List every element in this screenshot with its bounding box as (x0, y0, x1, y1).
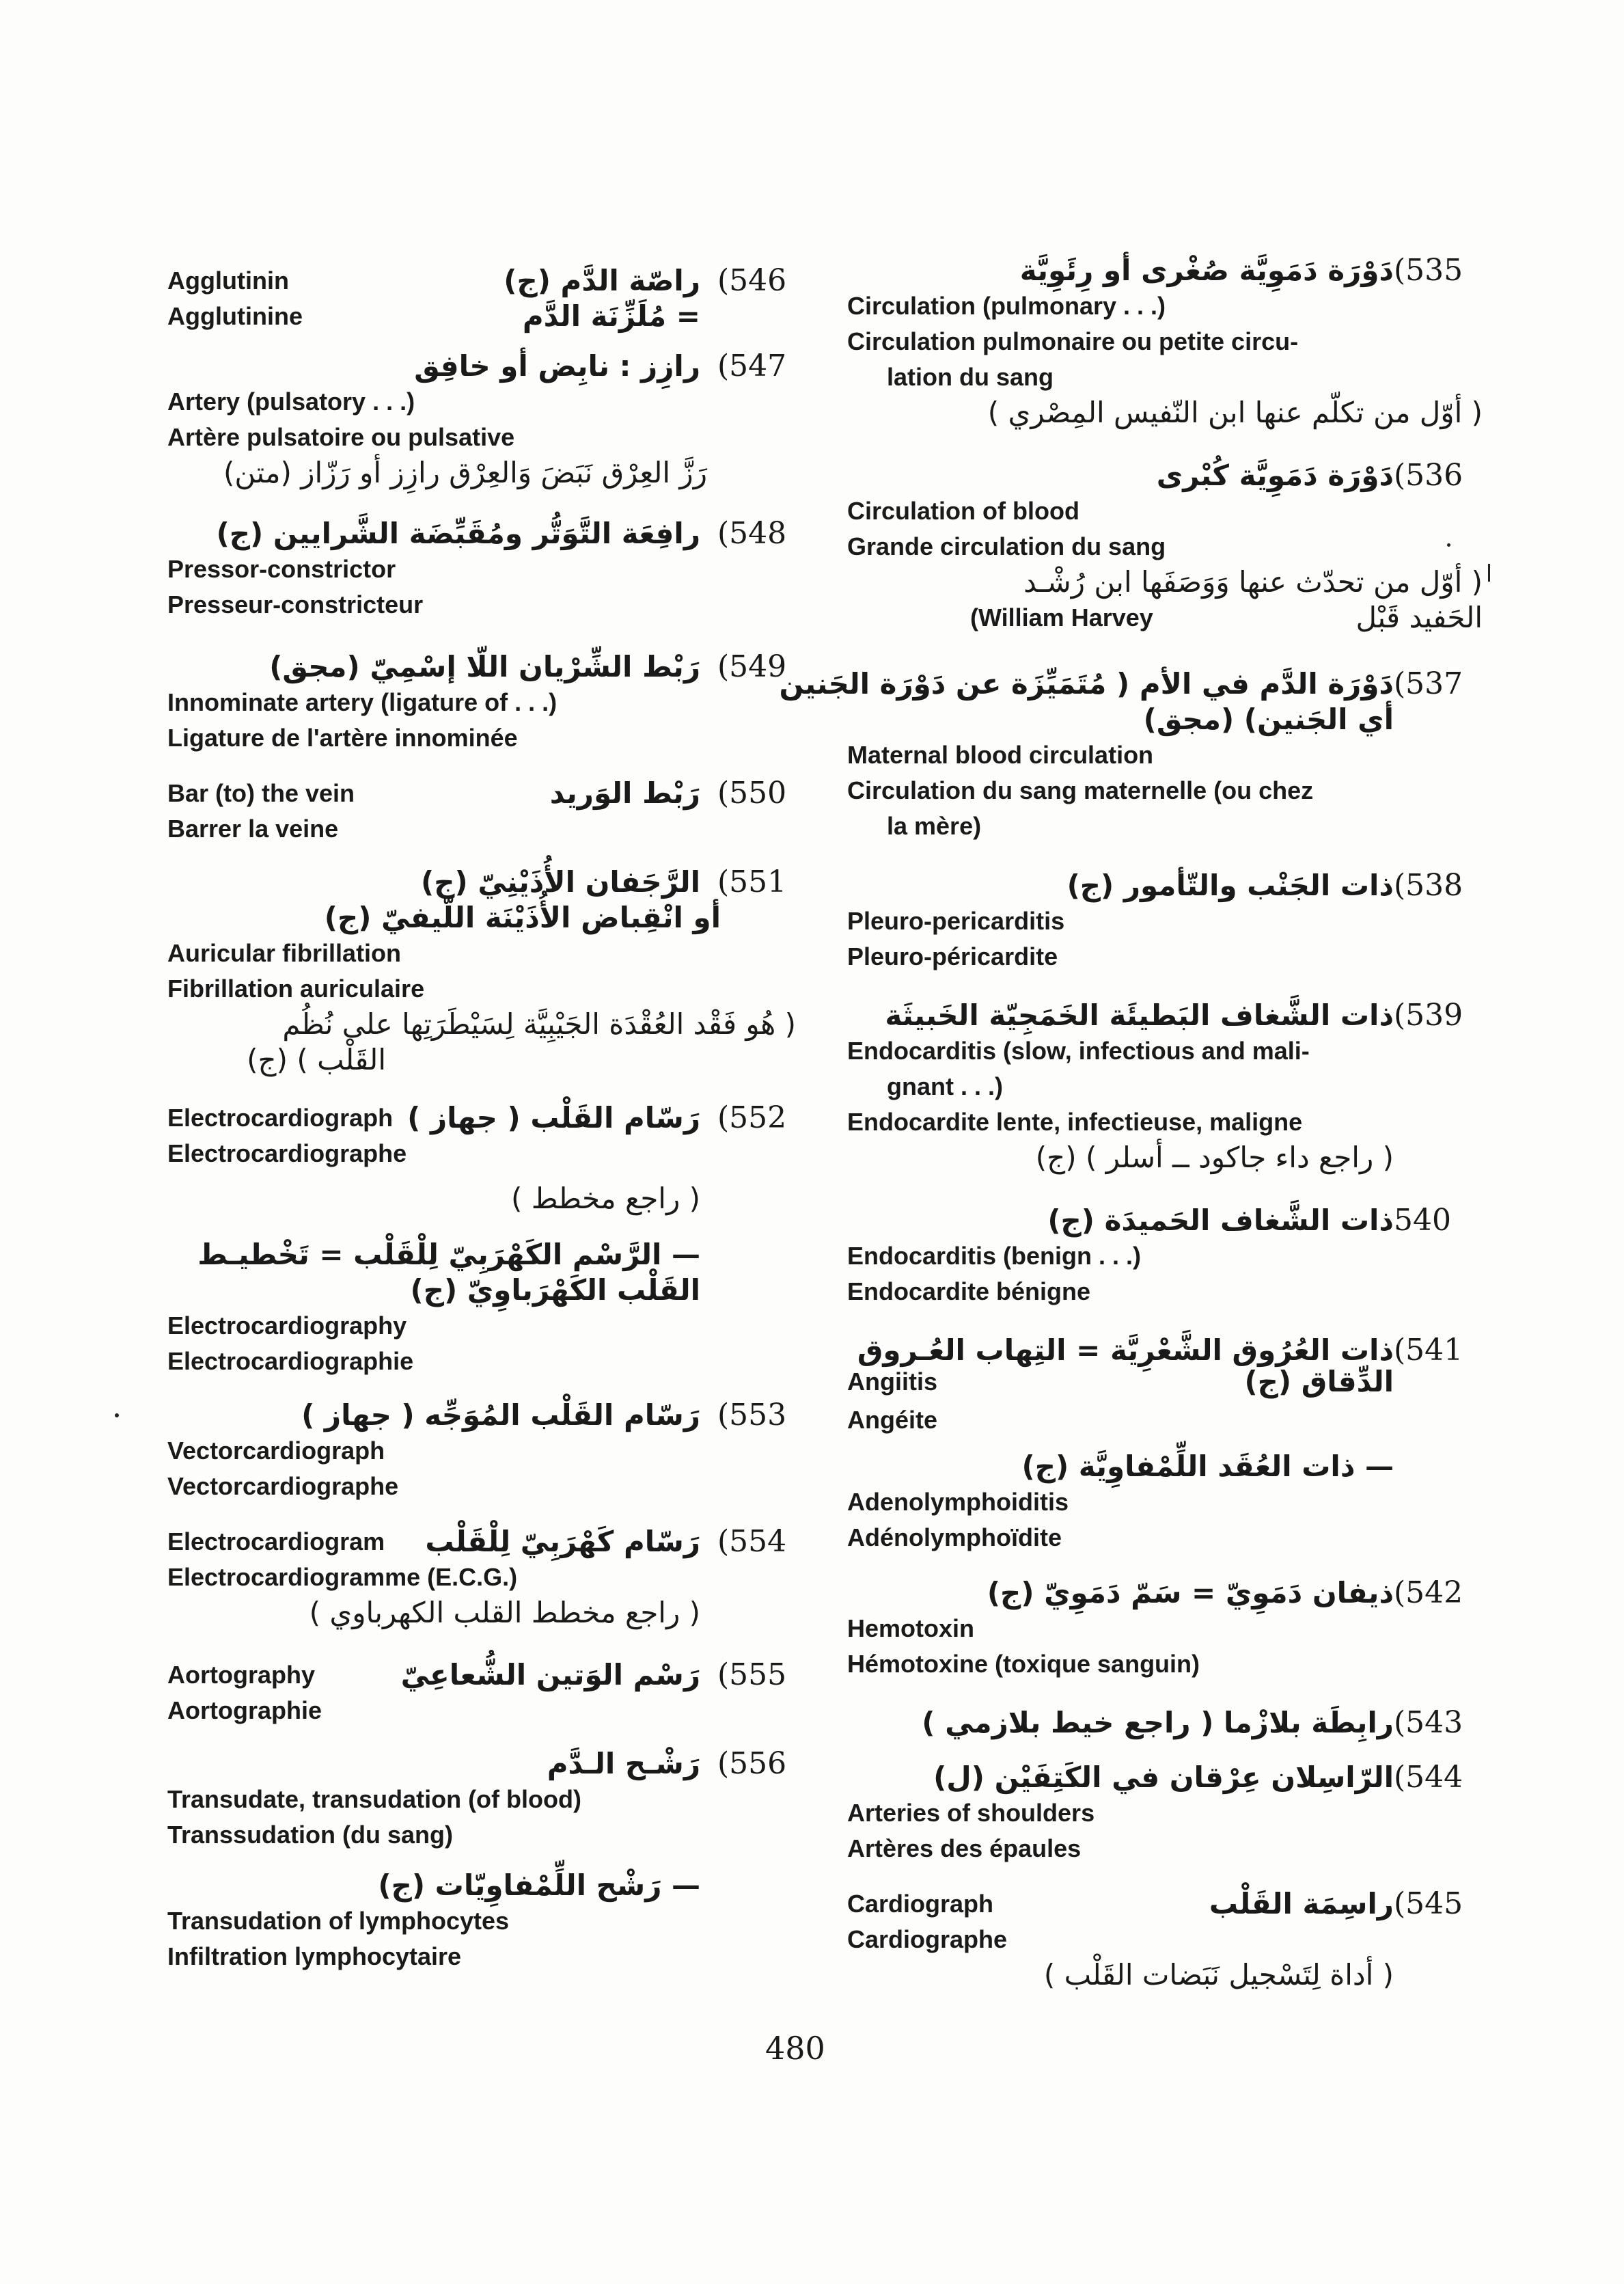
entry-555 (167, 1657, 796, 1728)
english-term: Agglutinin (167, 267, 289, 295)
scan-mark (1488, 564, 1490, 582)
french-term: Electrocardiogramme (E.C.G.) (167, 1563, 518, 1591)
arabic-synonym: أو انْقِباض الأُذَيْنَة اللّيفيّ (ج) (324, 901, 721, 934)
entry-543 (847, 1705, 1483, 1741)
entry-556 (167, 1746, 796, 1974)
french-term: Agglutinine (167, 302, 303, 330)
english-term: Auricular fibrillation (167, 939, 402, 967)
arabic-subterm: — الرَّسْم الكَهْرَبِيّ لِلْقَلْب = تَخْطيـط (197, 1238, 700, 1271)
french-term: Angéite (847, 1406, 938, 1434)
entry-551 (167, 865, 796, 1078)
entry-550 (167, 776, 796, 847)
entry-number: (543 (1394, 1705, 1463, 1740)
entry-number: (550 (717, 776, 787, 811)
entry-554 (167, 1524, 796, 1631)
note-name: (William Harvey (970, 603, 1153, 631)
english-term: Cardiograph (847, 1890, 994, 1918)
entry-545 (847, 1886, 1483, 1993)
arabic-subterm: — رَشْح اللِّمْفاوِيّات (ج) (378, 1868, 700, 1902)
term-line (167, 1524, 796, 1560)
entry-number: 540 (1394, 1203, 1451, 1238)
french-term: Fibrillation auriculaire (167, 975, 425, 1003)
term-line (847, 1886, 1483, 1922)
french-term: Endocardite lente, infectieuse, maligne (847, 1108, 1303, 1136)
entry-number: (554 (717, 1524, 787, 1559)
entry-number: (542 (1394, 1575, 1463, 1610)
entry-549 (167, 649, 796, 756)
french-term: Electrocardiographe (167, 1139, 407, 1167)
entry-number: (555 (717, 1657, 787, 1692)
arabic-term: دَوْرَة دَمَوِيَّة كُبْرى (1156, 459, 1394, 492)
entry-538 (847, 868, 1483, 975)
french-subterm: Electrocardiographie (167, 1347, 414, 1375)
arabic-note: ( راجع داء جاكود ــ أسلر ) (ج) (1035, 1141, 1394, 1174)
english-term: Adenolymphoiditis (847, 1488, 1069, 1516)
entry-number: (551 (717, 865, 787, 899)
french-term: Adénolymphoïdite (847, 1523, 1062, 1551)
english-term: Hemotoxin (847, 1614, 975, 1642)
arabic-note: ( راجع مخطط القلب الكهرباوي ) (309, 1596, 700, 1629)
entry-number: (549 (717, 649, 787, 684)
arabic-term: رَسّام كَهْرَبِيّ لِلْقَلْب (425, 1525, 700, 1558)
entry-number: (547 (717, 349, 787, 383)
french-term: Presseur-constricteur (167, 590, 424, 618)
entry-number: (545 (1394, 1886, 1463, 1921)
english-term: Arteries of shoulders (847, 1799, 1095, 1827)
arabic-synonym: = مُلَزِّنَة الدَّم (522, 299, 700, 333)
scan-mark (115, 1413, 119, 1417)
arabic-subterm-cont: القَلْب الكَهْرَباوِيّ (ج) (410, 1273, 700, 1307)
french-subterm: Infiltration lymphocytaire (167, 1942, 462, 1970)
note-line (847, 600, 1483, 636)
term-line (167, 299, 796, 334)
arabic-term: الرّاسِلان عِرْقان في الكَتِفَيْن (ل) (933, 1760, 1394, 1794)
arabic-note: ( أوّل من تكلّم عنها ابن النّفيس المِصْري ) (987, 396, 1483, 429)
english-term: Circulation (pulmonary . . .) (847, 292, 1166, 320)
entry-541-sub (847, 1449, 1483, 1555)
french-term: Hémotoxine (toxique sanguin) (847, 1650, 1200, 1678)
arabic-term: ذات العُرُوق الشَّعْرِيَّة = التِهاب العُـروق (857, 1333, 1394, 1367)
page-number: 480 (765, 2030, 825, 2067)
french-term: Pleuro-péricardite (847, 942, 1058, 970)
english-subterm: Transudation of lymphocytes (167, 1907, 510, 1935)
french-term: Vectorcardiographe (167, 1472, 399, 1500)
entry-number: (537 (1394, 666, 1463, 701)
entry-number: (541 (1394, 1333, 1463, 1368)
english-term: Electrocardiograph (167, 1104, 394, 1132)
english-term: Pressor-constrictor (167, 555, 396, 583)
english-term: Transudate, transudation (of blood) (167, 1785, 581, 1813)
english-term: Bar (to) the vein (167, 779, 355, 807)
entry-number: (536 (1394, 458, 1463, 493)
french-term-cont: lation du sang (887, 363, 1054, 391)
english-subterm: Electrocardiography (167, 1311, 407, 1340)
arabic-term: الرَّجَفان الأُذَيْنِيّ (ج) (421, 865, 700, 899)
entry-number: (553 (717, 1398, 787, 1432)
french-term: Circulation du sang maternelle (ou chez (847, 776, 1314, 804)
term-line (167, 1657, 796, 1693)
arabic-term: — ذات العُقَد اللِّمْفاوِيَّة (ج) (1021, 1450, 1394, 1483)
english-term: Circulation of blood (847, 497, 1079, 525)
arabic-note: ( راجع مخطط ) (510, 1182, 700, 1215)
arabic-term: رافِعَة التَّوَتُّر ومُقَبِّضَة الشَّرايين (ج) (216, 517, 700, 550)
entry-number: (552 (717, 1100, 787, 1135)
arabic-term-cont: الدِّقاق (ج) (1244, 1365, 1394, 1398)
english-term-cont: gnant . . .) (887, 1072, 1003, 1100)
arabic-term: رَسْم الوَتين الشُّعاعِيّ (400, 1658, 700, 1691)
note-arabic: الحَفيد قَبْل (1355, 601, 1483, 634)
french-term: Circulation pulmonaire ou petite circu- (847, 327, 1299, 355)
french-term: Grande circulation du sang (847, 532, 1166, 560)
entry-number: (544 (1394, 1760, 1463, 1795)
english-term: Maternal blood circulation (847, 741, 1154, 769)
entry-547 (167, 349, 796, 491)
arabic-note: رَزَّ العِرْق نَبَضَ وَالعِرْق رازِز أو رَزّاز (متن) (223, 456, 707, 489)
english-term: Angiitis (847, 1368, 937, 1396)
entry-541 (847, 1333, 1483, 1438)
french-term: Cardiographe (847, 1925, 1008, 1953)
entry-552 (167, 1100, 796, 1379)
term-line (167, 776, 796, 811)
english-term: Endocarditis (benign . . .) (847, 1242, 1142, 1270)
arabic-term: رَبْط الوَريد (549, 776, 700, 810)
term-line (847, 1365, 1483, 1402)
french-term: Ligature de l'artère innominée (167, 724, 518, 752)
french-term: Artère pulsatoire ou pulsative (167, 423, 515, 451)
arabic-term: رَسّام القَلْب المُوَجِّه ( جهاز ) (301, 1398, 700, 1432)
entry-number: (539 (1394, 998, 1463, 1033)
french-term-cont: la mère) (887, 812, 982, 840)
french-term: Aortographie (167, 1696, 322, 1724)
arabic-term: رازِز : نابِض أو خافِق (414, 349, 700, 383)
entry-548 (167, 516, 796, 623)
arabic-note: ( هُو فَقْد العُقْدَة الجَيْبِيَّة لِسَيْطَرَتِها على نُظُم (282, 1007, 796, 1041)
entry-number: (546 (717, 263, 787, 298)
arabic-term: رَشْـح الـدَّم (547, 1747, 700, 1780)
arabic-note-cont: القَلْب ) (ج) (247, 1043, 386, 1076)
arabic-note: ( أوّل من تحدّث عنها وَوَصَفَها ابن رُشْـد (1023, 565, 1483, 599)
entry-535 (847, 253, 1483, 431)
entry-542 (847, 1575, 1483, 1682)
arabic-term: ذات الجَنْب والتّأمور (ج) (1066, 869, 1394, 902)
entry-number: (538 (1394, 868, 1463, 903)
french-term: Artères des épaules (847, 1834, 1082, 1862)
english-term: Innominate artery (ligature of . . .) (167, 688, 558, 716)
entry-553 (167, 1398, 796, 1504)
french-term: Transsudation (du sang) (167, 1821, 454, 1849)
entry-540 (847, 1203, 1483, 1309)
english-term: Electrocardiogram (167, 1527, 385, 1555)
entry-544 (847, 1760, 1483, 1866)
arabic-term: رَبْط الشِّرْيان اللّا إسْمِيّ (مجق) (269, 650, 700, 683)
arabic-term: ذات الشَّغاف البَطيئَة الخَمَجِيّة الخَبيثَة (885, 998, 1394, 1032)
entry-number: (548 (717, 516, 787, 551)
entry-536 (847, 458, 1483, 636)
arabic-term: ذات الشَّغاف الحَميدَة (ج) (1047, 1204, 1394, 1237)
term-line (167, 263, 796, 299)
english-term: Pleuro-pericarditis (847, 907, 1065, 935)
arabic-term: ذيفان دَمَوِيّ = سَمّ دَمَوِيّ (ج) (987, 1576, 1394, 1609)
arabic-term: راصّة الدَّم (ج) (504, 264, 700, 297)
entry-number: (556 (717, 1746, 787, 1781)
entry-546 (167, 263, 796, 334)
arabic-term-cont: أي الجَنين) (مجق) (1143, 703, 1394, 736)
arabic-term: دَوْرَة دَمَوِيَّة صُغْرى أو رِئَوِيَّة (1019, 254, 1394, 287)
french-term: Endocardite bénigne (847, 1277, 1091, 1305)
arabic-term: راسِمَة القَلْب (1209, 1887, 1394, 1920)
english-term: Aortography (167, 1661, 315, 1689)
arabic-note: ( أداة لِتَسْجيل نَبَضات القَلْب ) (1043, 1958, 1394, 1991)
term-line (167, 1100, 796, 1136)
arabic-term: رَسّام القَلْب ( جهاز ) (407, 1101, 700, 1134)
english-term: Artery (pulsatory . . .) (167, 388, 415, 416)
french-term: Barrer la veine (167, 815, 339, 843)
scan-mark (1447, 543, 1450, 547)
entry-number: (535 (1394, 253, 1463, 288)
entry-539 (847, 998, 1483, 1175)
english-term: Endocarditis (slow, infectious and mali- (847, 1037, 1310, 1065)
entry-537 (779, 666, 1483, 844)
arabic-term: رابِطَة بلازْما ( راجع خيط بلازمي ) (922, 1706, 1394, 1739)
english-term: Vectorcardiograph (167, 1437, 385, 1465)
arabic-term: دَوْرَة الدَّم في الأم ( مُتَمَيِّزَة عن دَوْرَة الجَنين (779, 667, 1394, 701)
